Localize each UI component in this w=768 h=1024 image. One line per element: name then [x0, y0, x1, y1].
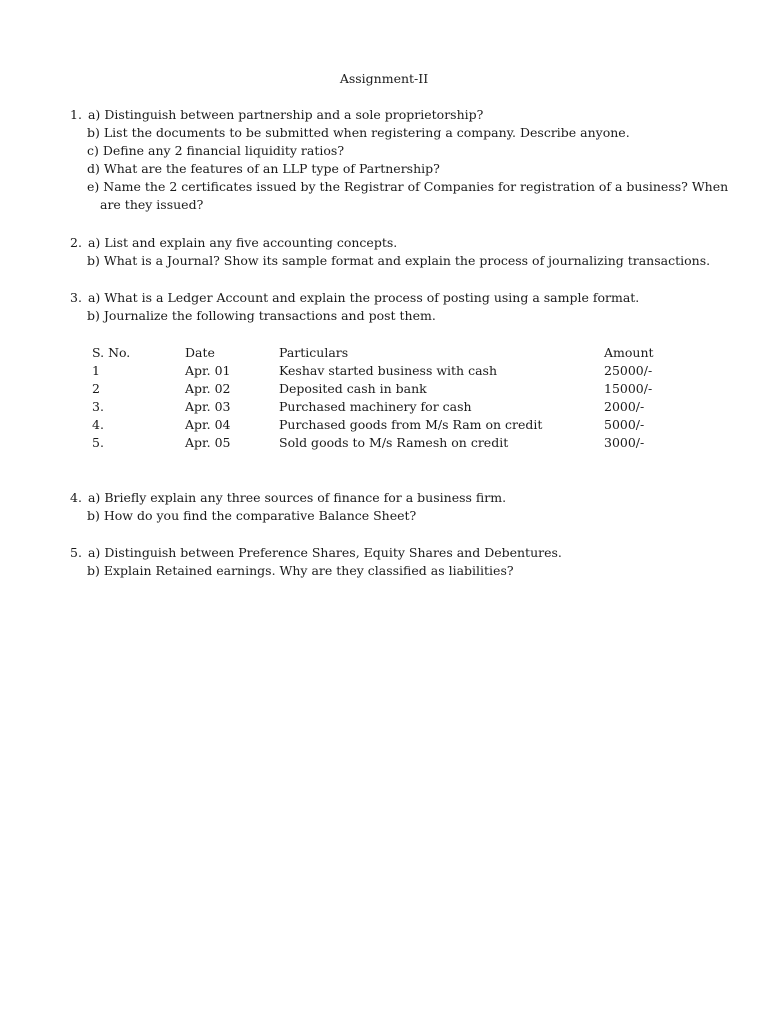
column-header-sno: S. No. — [92, 345, 131, 360]
question-part — [70, 544, 730, 562]
part-label: b) — [87, 563, 100, 578]
part-text: Name the 2 certificates issued by the Registrar of Companies for registration of a business? When — [103, 179, 729, 194]
column-header-date: Date — [185, 345, 215, 360]
question-part — [70, 234, 730, 252]
cell-amount: 3000/- — [604, 435, 645, 450]
part-label: c) — [87, 143, 99, 158]
question-1 — [70, 106, 730, 214]
part-label: a) — [87, 490, 101, 505]
cell-amount: 5000/- — [604, 417, 645, 432]
table-row — [92, 416, 672, 434]
part-text: Define any 2 financial liquidity ratios? — [102, 143, 345, 158]
question-4 — [70, 489, 730, 525]
question-part — [70, 507, 730, 525]
cell-date: Apr. 03 — [185, 399, 231, 414]
question-part — [70, 124, 730, 142]
part-label: a) — [87, 235, 101, 250]
question-number: 4. — [70, 490, 82, 505]
question-part — [70, 252, 730, 270]
part-text: List and explain any five accounting concepts. — [104, 235, 398, 250]
cell-particulars: Deposited cash in bank — [279, 381, 427, 396]
table-row — [92, 380, 672, 398]
cell-sno: 2 — [92, 381, 100, 396]
question-part — [70, 307, 730, 325]
question-part — [70, 178, 730, 196]
question-3 — [70, 289, 730, 325]
cell-particulars: Keshav started business with cash — [279, 363, 497, 378]
part-label: a) — [87, 107, 101, 122]
question-number: 2. — [70, 235, 82, 250]
cell-amount: 15000/- — [604, 381, 653, 396]
part-label: b) — [87, 125, 100, 140]
table-row — [92, 434, 672, 452]
part-text: List the documents to be submitted when registering a company. Describe anyone. — [103, 125, 630, 140]
part-label: b) — [87, 253, 100, 268]
question-number: 5. — [70, 545, 82, 560]
page-title: Assignment-II — [339, 71, 429, 86]
table-row — [92, 398, 672, 416]
cell-date: Apr. 01 — [185, 363, 231, 378]
cell-sno: 1 — [92, 363, 100, 378]
part-text: How do you find the comparative Balance Sheet? — [103, 508, 417, 523]
cell-date: Apr. 04 — [185, 417, 231, 432]
part-label: d) — [87, 161, 100, 176]
part-text: What are the features of an LLP type of Partnership? — [103, 161, 440, 176]
column-header-particulars: Particulars — [279, 345, 349, 360]
cell-sno: 4. — [92, 417, 104, 432]
column-header-amount: Amount — [604, 345, 654, 360]
question-part — [70, 489, 730, 507]
cell-sno: 3. — [92, 399, 104, 414]
part-text: Distinguish between Preference Shares, Equity Shares and Debentures. — [104, 545, 562, 560]
part-label: a) — [87, 545, 101, 560]
question-number: 1. — [70, 107, 82, 122]
part-text: What is a Journal? Show its sample format and explain the process of journalizing transactions. — [103, 253, 711, 268]
part-label: b) — [87, 508, 100, 523]
part-text: Journalize the following transactions and post them. — [103, 308, 436, 323]
cell-date: Apr. 05 — [185, 435, 231, 450]
part-text: What is a Ledger Account and explain the process of posting using a sample format. — [104, 290, 640, 305]
cell-amount: 25000/- — [604, 363, 653, 378]
question-part — [70, 289, 730, 307]
cell-date: Apr. 02 — [185, 381, 231, 396]
part-label: a) — [87, 290, 101, 305]
cell-amount: 2000/- — [604, 399, 645, 414]
part-text: Distinguish between partnership and a sole proprietorship? — [104, 107, 484, 122]
table-header-row — [92, 344, 672, 362]
question-part — [70, 562, 730, 580]
cell-sno: 5. — [92, 435, 104, 450]
question-part — [70, 160, 730, 178]
question-number: 3. — [70, 290, 82, 305]
part-text: Explain Retained earnings. Why are they classified as liabilities? — [103, 563, 514, 578]
question-part — [70, 142, 730, 160]
cell-particulars: Purchased goods from M/s Ram on credit — [279, 417, 543, 432]
cell-particulars: Sold goods to M/s Ramesh on credit — [279, 435, 509, 450]
part-label: b) — [87, 308, 100, 323]
question-5 — [70, 544, 730, 580]
question-part — [70, 106, 730, 124]
cell-particulars: Purchased machinery for cash — [279, 399, 472, 414]
part-continuation: are they issued? — [100, 197, 204, 212]
part-text: Briefly explain any three sources of finance for a business firm. — [104, 490, 507, 505]
part-label: e) — [87, 179, 100, 194]
table-row — [92, 362, 672, 380]
question-2 — [70, 234, 730, 270]
transactions-table — [92, 344, 672, 452]
